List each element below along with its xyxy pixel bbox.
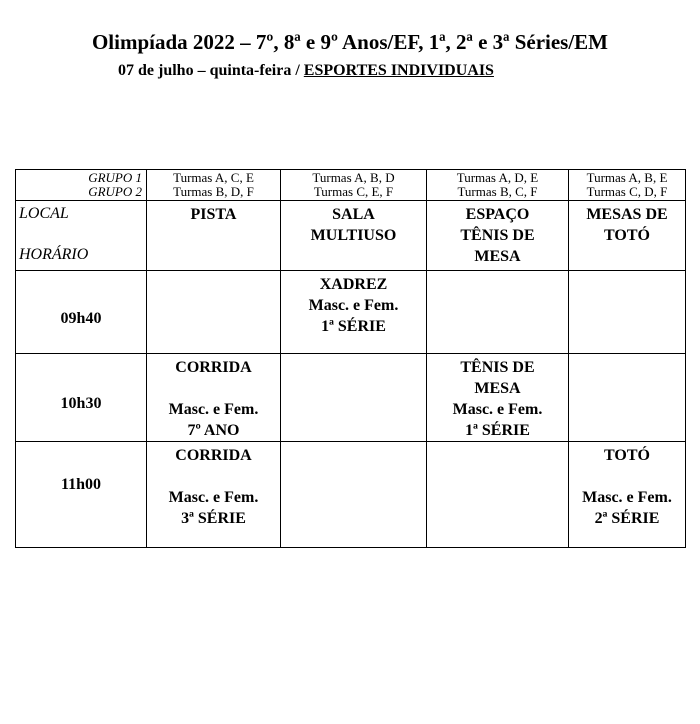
- empty-cell: [147, 271, 281, 354]
- event-level: 3ª SÉRIE: [181, 510, 246, 527]
- time-cell: [16, 271, 147, 354]
- empty-cell: [281, 442, 427, 548]
- venue-row: [16, 201, 686, 271]
- schedule-row-1030: [16, 354, 686, 442]
- empty-cell: [427, 271, 569, 354]
- groups-g2: Turmas C, E, F: [313, 184, 394, 199]
- event-title: TÊNIS DE: [460, 359, 535, 376]
- event-gender: Masc. e Fem.: [168, 401, 259, 418]
- groups-g1: Turmas A, C, E: [173, 170, 254, 185]
- event-title: CORRIDA: [175, 359, 252, 376]
- venue-espaco-tenis: [427, 201, 569, 271]
- event-gender: Masc. e Fem.: [168, 489, 259, 506]
- subtitle-date: 07 de julho – quinta-feira /: [118, 62, 304, 79]
- venue-line: MULTIUSO: [310, 227, 397, 244]
- page-subtitle: [118, 62, 494, 80]
- event-level: 1ª SÉRIE: [321, 318, 386, 335]
- event-title-2: MESA: [474, 380, 521, 397]
- event-title: TOTÓ: [604, 447, 650, 464]
- local-label: LOCAL: [19, 205, 69, 222]
- venue-line: SALA: [332, 206, 375, 223]
- header-row: [16, 170, 686, 201]
- group-labels-cell: [16, 170, 147, 201]
- venue-line: TÊNIS DE: [460, 227, 535, 244]
- event-corrida: [147, 442, 281, 548]
- spacer: [147, 466, 280, 487]
- event-tenis-de-mesa: [427, 354, 569, 442]
- group1-label: GRUPO 1: [88, 170, 142, 185]
- group2-label: GRUPO 2: [88, 184, 142, 199]
- column-groups-sala: [281, 170, 427, 201]
- venue-sala-multiuso: [281, 201, 427, 271]
- subtitle-category: ESPORTES INDIVIDUAIS: [303, 62, 494, 79]
- column-groups-mesas: [569, 170, 686, 201]
- venue-line: PISTA: [190, 206, 237, 223]
- time-label: 10h30: [60, 395, 102, 412]
- event-toto: [569, 442, 686, 548]
- venue-pista: [147, 201, 281, 271]
- column-groups-pista: [147, 170, 281, 201]
- event-level: 7º ANO: [187, 422, 240, 439]
- horario-label: HORÁRIO: [19, 246, 89, 263]
- spacer: [147, 378, 280, 399]
- event-xadrez: [281, 271, 427, 354]
- page-title: Olimpíada 2022 – 7º, 8ª e 9º Anos/EF, 1ª, 2ª e 3ª Séries/EM: [91, 30, 609, 54]
- venue-line: MESA: [474, 248, 521, 265]
- groups-g1: Turmas A, B, E: [586, 170, 668, 185]
- groups-g1: Turmas A, B, D: [312, 170, 395, 185]
- venue-line: TOTÓ: [604, 227, 650, 244]
- time-label: 09h40: [60, 309, 102, 327]
- column-groups-espaco: [427, 170, 569, 201]
- groups-g2: Turmas C, D, F: [586, 184, 668, 199]
- schedule-row-1100: [16, 442, 686, 548]
- event-level: 2ª SÉRIE: [594, 510, 660, 527]
- empty-cell: [427, 442, 569, 548]
- event-title: XADREZ: [319, 276, 388, 293]
- local-horario-cell: [16, 201, 147, 271]
- time-label: 11h00: [60, 476, 101, 493]
- schedule-table: [15, 169, 686, 548]
- event-gender: Masc. e Fem.: [308, 297, 399, 314]
- venue-mesas-toto: [569, 201, 686, 271]
- empty-cell: [569, 271, 686, 354]
- groups-g2: Turmas B, C, F: [457, 184, 538, 199]
- venue-line: MESAS DE: [586, 206, 668, 223]
- event-corrida: [147, 354, 281, 442]
- time-cell: [16, 442, 147, 548]
- groups-g1: Turmas A, D, E: [456, 170, 539, 185]
- empty-cell: [569, 354, 686, 442]
- time-cell: [16, 354, 147, 442]
- event-gender: Masc. e Fem.: [582, 489, 672, 506]
- venue-line: ESPAÇO: [465, 206, 530, 223]
- schedule-row-0940: [16, 271, 686, 354]
- groups-g2: Turmas B, D, F: [173, 184, 254, 199]
- event-gender: Masc. e Fem.: [452, 401, 543, 418]
- event-level: 1ª SÉRIE: [465, 422, 530, 439]
- spacer: [569, 466, 685, 487]
- empty-cell: [281, 354, 427, 442]
- event-title: CORRIDA: [175, 447, 252, 464]
